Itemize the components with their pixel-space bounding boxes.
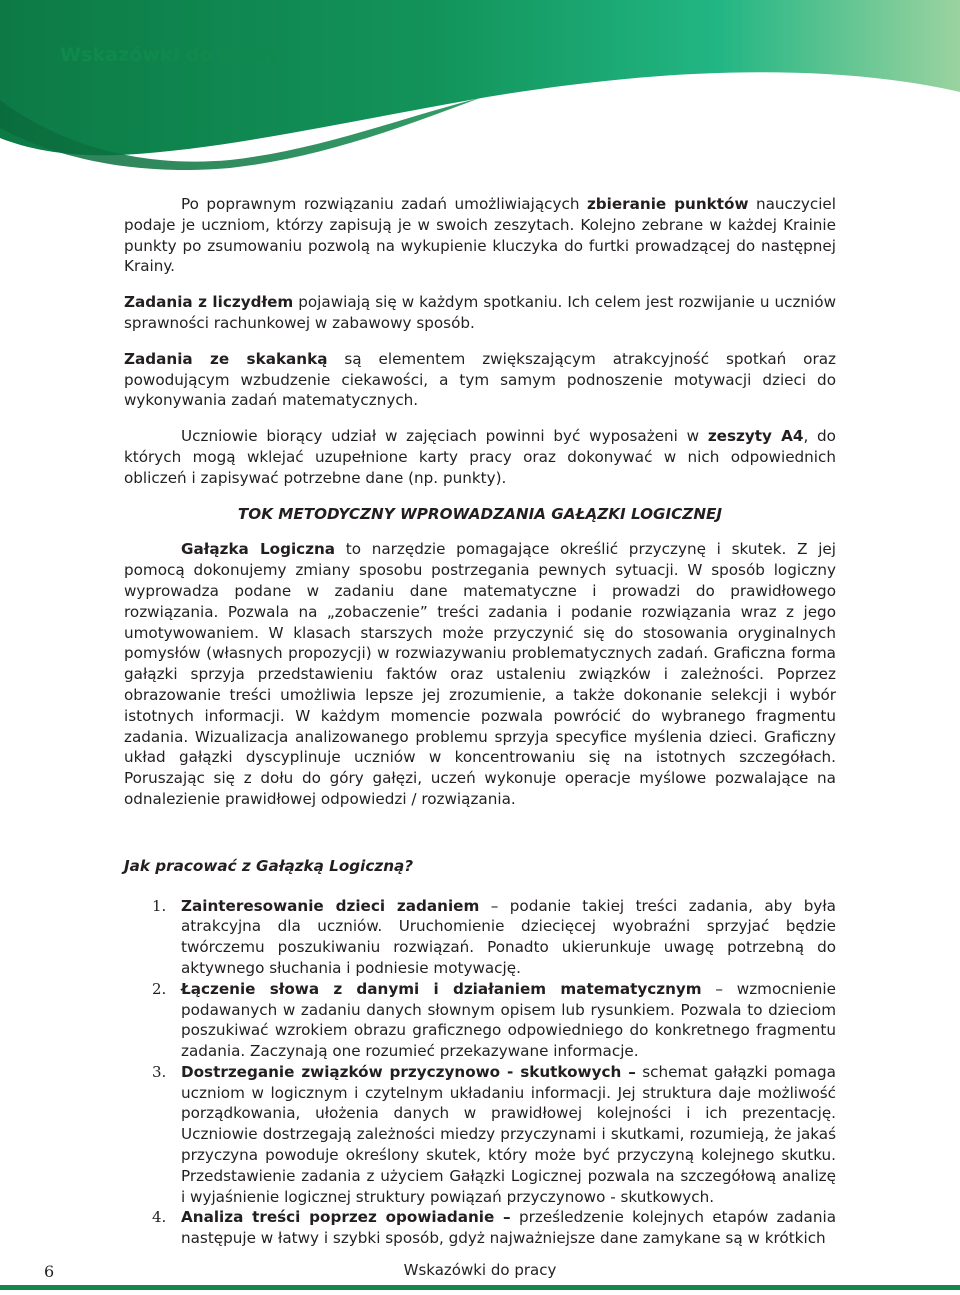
bold-term: zbieranie punktów — [586, 195, 749, 213]
header-wave-graphic — [0, 0, 960, 170]
bold-term: Zadania z liczydłem — [124, 293, 294, 312]
list-item — [124, 1062, 836, 1208]
page-content — [124, 194, 836, 1249]
paragraph-logic-branch — [124, 539, 836, 809]
list-number: 4. — [152, 1208, 167, 1227]
header-band — [0, 0, 960, 170]
list-item — [124, 896, 836, 979]
header-title: Wskazówki do pracy — [60, 44, 280, 66]
text-run: to narzędzie pomagające określić przyczynę i skutek. Z jej pomocą dokonujemy zmiany sposobu postrzegania pewnych sytuacji. W sposób logiczny wyprowadza podane w zadaniu dane matematyczne i prowadzi do prawidłowego rozwiązania. Pozwala na „zobaczenie” treści zadania i podanie rozwiązania wraz z jego umotywowaniem. W klasach starszych może przyczynić się do stosowania oryginalnych pomysłów (własnych propozycji) w rozwiazywaniu problematycznych zadań. Graficzna forma gałązki sprzyja przedstawieniu faktów oraz ustaleniu związków i zależności. Poprzez obrazowanie treści umożliwia lepsze jej zrozumienie, a także dokonanie selekcji i wybór istotnych informacji. W każdym momencie pozwala powrócić do wybranego fragmentu zadania. Wizualizacja analizowanego problemu sprzyja specyfice myślenia dzieci. Graficzny układ gałązki dyscyplinuje uczniów w koncentrowaniu się na istotnych szczegółach. Poruszając się z dołu do góry gałęzi, uczeń wykonuje operacje myślowe pozwalające na odnalezienie prawidłowej odpowiedzi / rozwiązania. — [124, 540, 836, 808]
list-item — [124, 979, 836, 1062]
text-run: schemat gałązki pomaga uczniom w logicznym i czytelnym układaniu informacji. Jej struktura daje możliwość porządkowania, ułożenia danych w prawidłowej kolejności i ich prezentację. Uczniowie dostrzegają zależności miedzy przyczynami i skutkami, rozumieją, że jakaś przyczyna powoduje określony skutek, który może być przyczyną kolejnego skutku. Przedstawienie zadania z użyciem Gałązki Logicznej pozwala na szczegółową analizę i wyjaśnienie logicznej struktury powiązań przyczynowo - skutkowych. — [181, 1062, 836, 1206]
text-run: są elementem zwiększającym atrakcyjność spotkań oraz powodującym wzbudzenie ciekawości, a tym samym podnoszenie motywacji dzieci do wykonywania zadań matematycznych. — [124, 349, 836, 410]
list-number: 1. — [152, 896, 167, 915]
footer-rule — [0, 1285, 960, 1290]
bold-term: Zainteresowanie dzieci zadaniem — [181, 896, 480, 915]
paragraph-abacus — [124, 292, 836, 334]
text-run: – podanie takiej treści zadania, aby była atrakcyjna dla uczniów. Uruchomienie dziecięcej wyobraźni sprzyjać będzie twórczemu poszukiwaniu rozwiązań. Ponadto ukierunkuje uwagę potrzebną do aktywnego słuchania i podniesie motywację. — [181, 896, 836, 977]
paragraph-points — [124, 194, 836, 277]
howto-title: Jak pracować z Gałązką Logiczną? — [124, 856, 414, 875]
bold-term: zeszyty A4 — [707, 427, 804, 446]
text-run: , do których mogą wklejać uzupełnione karty pracy oraz dokonywać w nich odpowiednich obliczeń i zapisywać potrzebne dane (np. punkty). — [124, 427, 836, 487]
list-number: 2. — [152, 979, 167, 998]
text-run: Uczniowie biorący udział w zajęciach powinni być wyposażeni w — [181, 427, 708, 446]
text-run: Po poprawnym rozwiązaniu zadań umożliwiających — [181, 195, 587, 213]
text-run: nauczyciel podaje je uczniom, którzy zapisują je w swoich zeszytach. Kolejno zebrane w każdej Krainie punkty po zsumowaniu pozwolą na wykupienie kluczyka do furtki prowadzącej do następnej Krainy. — [124, 195, 836, 276]
bold-term: Łączenie słowa z danymi i działaniem matematycznym — [181, 979, 702, 998]
paragraph-notebooks — [124, 426, 836, 488]
paragraph-jump-rope — [124, 349, 836, 411]
text-run: – wzmocnienie podawanych w zadaniu danych słownym opisem lub rysunkiem. Pozwala to dzieciom poszukiwać wzrokiem obrazu graficznego odpowiedniego do konkretnego fragmentu zadania. Zaczynają one rozumieć przekazywane informacje. — [181, 979, 836, 1061]
text-run: pojawiają się w każdym spotkaniu. Ich celem jest rozwijanie u uczniów sprawności rachunkowej w zabawowy sposób. — [124, 293, 836, 332]
bold-term: Gałązka Logiczna — [181, 540, 336, 559]
list-number: 3. — [152, 1062, 167, 1081]
list-item — [124, 1207, 836, 1249]
footer-title: Wskazówki do pracy — [403, 1261, 557, 1279]
bold-term: Dostrzeganie związków przyczynowo - skutkowych – — [181, 1062, 636, 1081]
steps-list — [124, 896, 836, 1250]
bold-term: Analiza treści poprzez opowiadanie – — [181, 1208, 511, 1227]
page-number: 6 — [44, 1262, 55, 1281]
bold-term: Zadania ze skakanką — [124, 349, 328, 368]
text-run: prześledzenie kolejnych etapów zadania następuje w łatwy i szybki sposób, gdyż najważniejsze dane zamykane są w krótkich — [181, 1208, 836, 1248]
section-title: TOK METODYCZNY WPROWADZANIA GAŁĄZKI LOGICZNEJ — [237, 504, 723, 523]
